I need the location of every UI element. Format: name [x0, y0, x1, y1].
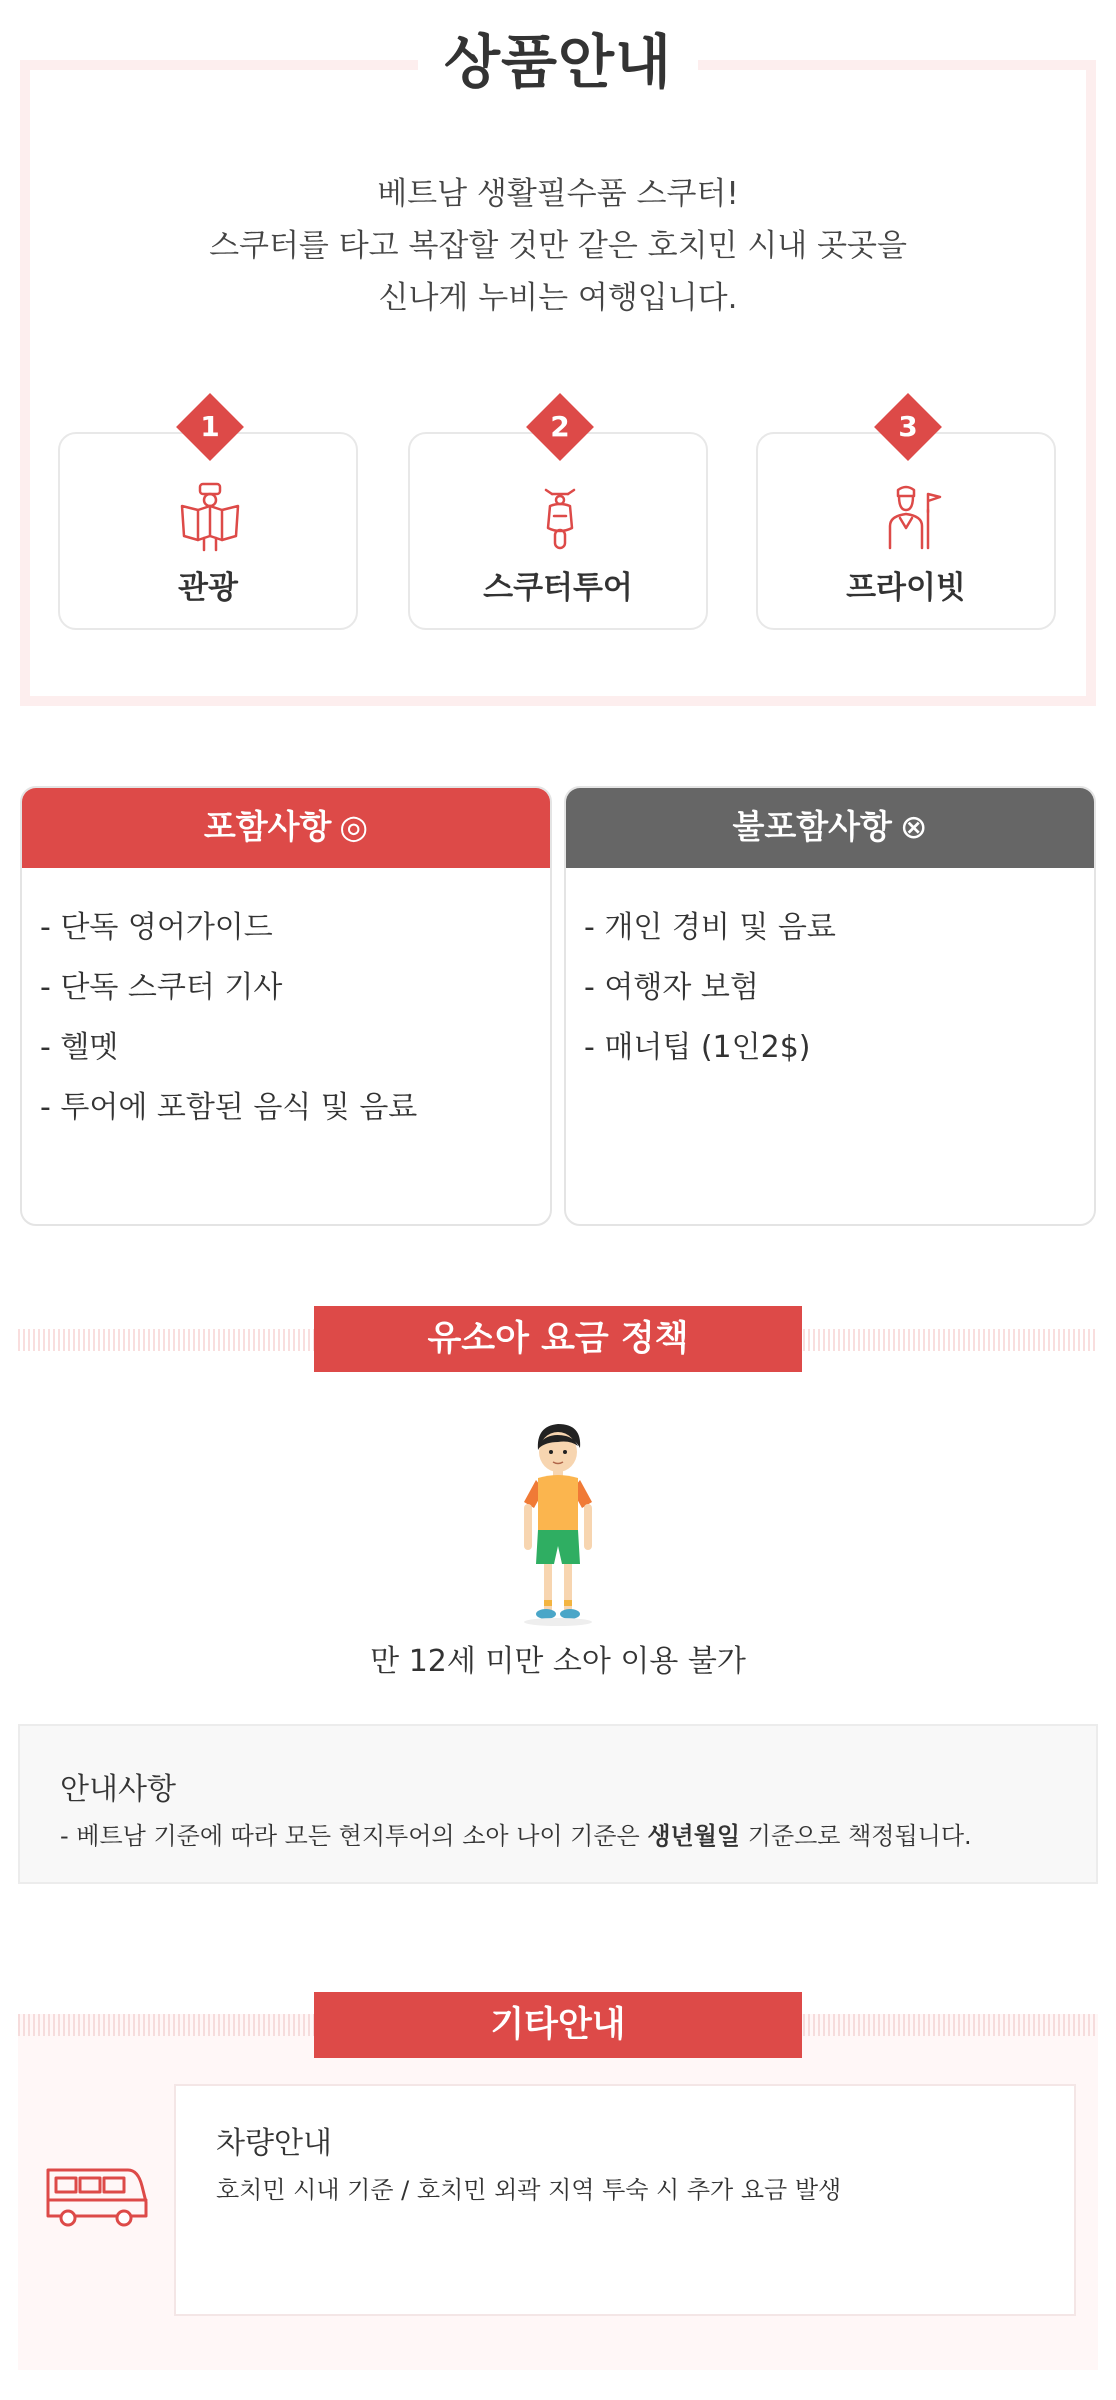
step-badge: 3 — [873, 392, 943, 462]
excluded-box — [564, 786, 1096, 1226]
list-item: - 여행자 보험 — [584, 970, 759, 1005]
section-title-child-policy: 유소아 요금 정책 — [314, 1306, 802, 1372]
excluded-list — [566, 868, 1094, 1078]
vehicle-info-card — [174, 2084, 1076, 2316]
notice-highlight: 생년월일 — [647, 1822, 741, 1850]
section-title-etc: 기타안내 — [314, 1992, 802, 2058]
feature-card-scooter-tour — [408, 410, 708, 630]
included-title: 포함사항 — [203, 807, 332, 846]
notice-box — [18, 1724, 1098, 1884]
feature-label: 관광 — [178, 570, 238, 606]
included-box — [20, 786, 552, 1226]
step-badge: 2 — [525, 392, 595, 462]
feature-card-sightseeing — [58, 410, 358, 630]
vehicle-title: 차량안내 — [216, 2126, 332, 2161]
child-figure-illustration — [508, 1418, 608, 1630]
scooter-icon — [520, 482, 600, 552]
list-item: - 헬멧 — [40, 1030, 119, 1065]
list-item: - 투어에 포함된 음식 및 음료 — [40, 1090, 418, 1125]
van-icon — [44, 2164, 150, 2228]
feature-label: 스쿠터투어 — [483, 570, 633, 606]
intro-description — [60, 168, 1056, 324]
included-header — [22, 788, 550, 868]
circle-check-icon: ◎ — [339, 807, 369, 846]
list-item: - 단독 스쿠터 기사 — [40, 970, 283, 1005]
notice-title: 안내사항 — [60, 1772, 176, 1807]
sightseeing-map-icon — [170, 482, 250, 552]
vehicle-text: 호치민 시내 기준 / 호치민 외곽 지역 투숙 시 추가 요금 발생 — [216, 2176, 842, 2204]
private-guide-icon — [868, 482, 948, 552]
included-list — [22, 868, 550, 1138]
list-item: - 개인 경비 및 음료 — [584, 910, 836, 945]
section-title-product-info: 상품안내 — [418, 22, 698, 102]
notice-text: - 베트남 기준에 따라 모든 현지투어의 소아 나이 기준은 생년월일 기준으로 책정됩니다. — [60, 1822, 972, 1850]
child-policy-caption: 만 12세 미만 소아 이용 불가 — [370, 1644, 746, 1679]
circle-x-icon: ⊗ — [899, 807, 928, 846]
excluded-header — [566, 788, 1094, 868]
list-item: - 단독 영어가이드 — [40, 910, 273, 945]
intro-desc-line: 스쿠터를 타고 복잡할 것만 같은 호치민 시내 곳곳을 — [209, 228, 907, 264]
list-item: - 매너팁 (1인2$) — [584, 1030, 811, 1065]
feature-label: 프라이빗 — [846, 570, 966, 606]
feature-card-private — [756, 410, 1056, 630]
intro-desc-line: 베트남 생활필수품 스쿠터! — [377, 176, 739, 212]
step-badge: 1 — [175, 392, 245, 462]
excluded-title: 불포함사항 — [732, 807, 892, 846]
intro-desc-line: 신나게 누비는 여행입니다. — [378, 280, 738, 316]
